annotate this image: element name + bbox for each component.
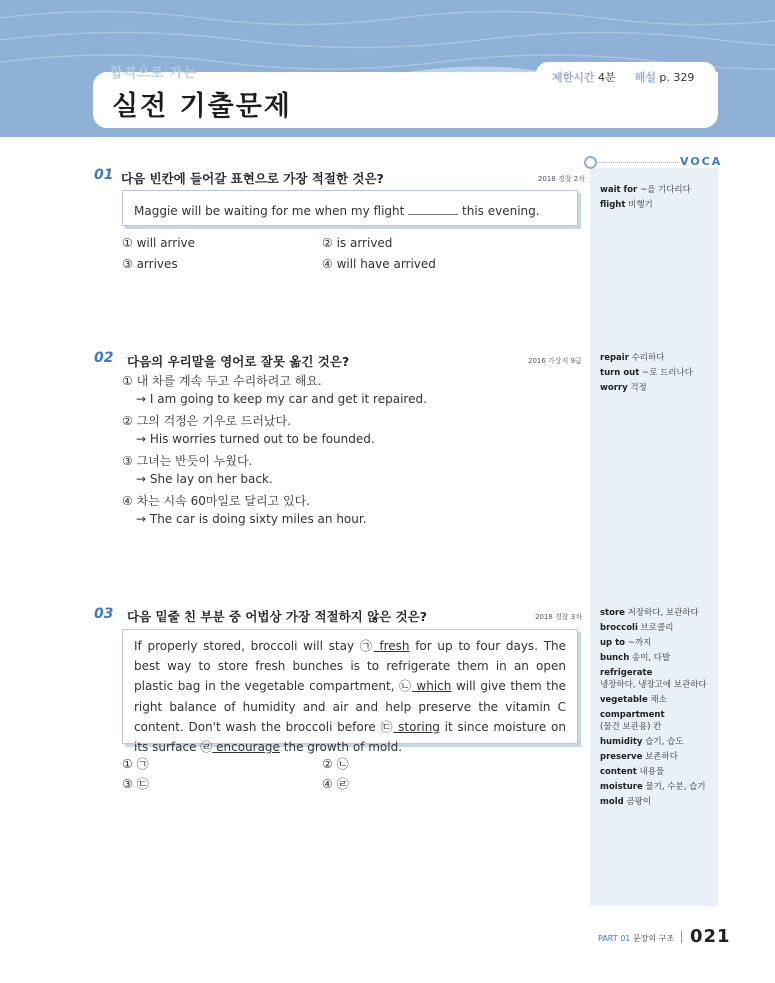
q1-sentence-box (122, 190, 578, 226)
time-info (536, 62, 716, 88)
q1-option-3[interactable]: ③ arrives (122, 257, 178, 271)
underline-c: storing (393, 719, 440, 734)
q2-option-4-ko[interactable]: ④ 차는 시속 60마일로 달리고 있다. (122, 494, 311, 508)
marker-d: ㉣ (200, 740, 213, 755)
q2-number: 02 (94, 350, 114, 366)
q2-option-1-en: → I am going to keep my car and get it repaired. (136, 392, 427, 406)
q3-number: 03 (94, 606, 114, 622)
page-title: 실전 기출문제 (112, 91, 292, 122)
q3-source: 2018 경찰 3차 (535, 613, 583, 621)
q1-source: 2018 경찰 2차 (538, 175, 586, 183)
voca-list-1: wait for ~을 기다리다 flight 비행기 (600, 185, 691, 210)
marker-c: ㉢ (380, 719, 394, 734)
q3-option-3[interactable]: ③ ㉢ (122, 777, 149, 791)
voca-list-2: repair 수리하다 turn out ~로 드러나다 worry 걱정 (600, 353, 693, 393)
page-number: 021 (690, 926, 731, 947)
voca-list-3: store 저장하다, 보관하다 broccoli 브로콜리 up to ~까지 bunch 송이, 다발 refrigerate 냉장하다, 냉장고에 보관하다 vegetable 채소 compartment (물건 보관용) 칸 humidity 습기, 습도 preserve 보존하다 content 내용물 moisture 물기, 수분, 습기 mold 곰팡이 (600, 608, 707, 807)
voca-divider (592, 162, 680, 163)
q2-option-2-en: → His worries turned out to be founded. (136, 432, 375, 446)
marker-b: ㉡ (399, 679, 412, 694)
q3-passage-box (122, 629, 578, 755)
q3-option-2[interactable]: ② ㉡ (322, 757, 349, 771)
voca-dot-icon (584, 156, 597, 169)
blank (408, 202, 458, 215)
q2-option-3-en: → She lay on her back. (136, 472, 273, 486)
answer-label: 해설 (634, 71, 656, 84)
q2-option-4-en: → The car is doing sixty miles an hour. (136, 512, 367, 526)
q3-question: 다음 밑줄 친 부분 중 어법상 가장 적절하지 않은 것은? (127, 609, 427, 624)
footer-divider (681, 931, 682, 943)
footer-chapter: 문장의 구조 (632, 934, 675, 943)
q1-option-4[interactable]: ④ will have arrived (322, 257, 436, 271)
time-label: 제한시간 (552, 71, 595, 84)
footer-part (598, 933, 674, 944)
q3-option-1[interactable]: ① ㉠ (122, 757, 149, 771)
footer-part-number: PART 01 (598, 934, 631, 943)
underline-b: which (411, 679, 452, 694)
q1-option-2[interactable]: ② is arrived (322, 236, 393, 250)
q2-option-2-ko[interactable]: ② 그의 걱정은 기우로 드러났다. (122, 414, 291, 428)
q1-question: 다음 빈칸에 들어갈 표현으로 가장 적절한 것은? (121, 171, 384, 186)
q2-option-3-ko[interactable]: ③ 그녀는 반듯이 누웠다. (122, 454, 253, 468)
q1-sentence: Maggie will be waiting for me when my flight this evening. (134, 204, 540, 218)
q2-source: 2016 가상직 9급 (528, 357, 582, 365)
marker-a: ㉠ (359, 639, 374, 653)
underline-d: encourage (212, 740, 280, 755)
time-value: 4분 (598, 71, 616, 84)
answer-page: p. 329 (659, 71, 695, 84)
q2-question: 다음의 우리말을 영어로 잘못 옮긴 것은? (127, 354, 350, 369)
q3-passage: If properly stored, broccoli will stay ㉠ fresh for up to four days. The best way to store fresh bunches is to refrigerate them in an open plastic bag in the vegetable compartment, ㉡ which will give them the right balance of humidity and air and help preserve the vitamin C content. Don't wash the broccoli before ㉢ storing it since moisture on its surface ㉣ encourage the growth of mold. (134, 639, 567, 755)
q2-option-1-ko[interactable]: ① 내 차를 계속 두고 수리하려고 해요. (122, 374, 322, 388)
section-subtitle: 합격으로 가는 (110, 66, 197, 81)
voca-label: VOCA (680, 155, 723, 168)
q1-number: 01 (94, 167, 114, 183)
q1-option-1[interactable]: ① will arrive (122, 236, 196, 250)
q3-option-4[interactable]: ④ ㉣ (322, 777, 349, 791)
underline-a: fresh (373, 639, 410, 653)
